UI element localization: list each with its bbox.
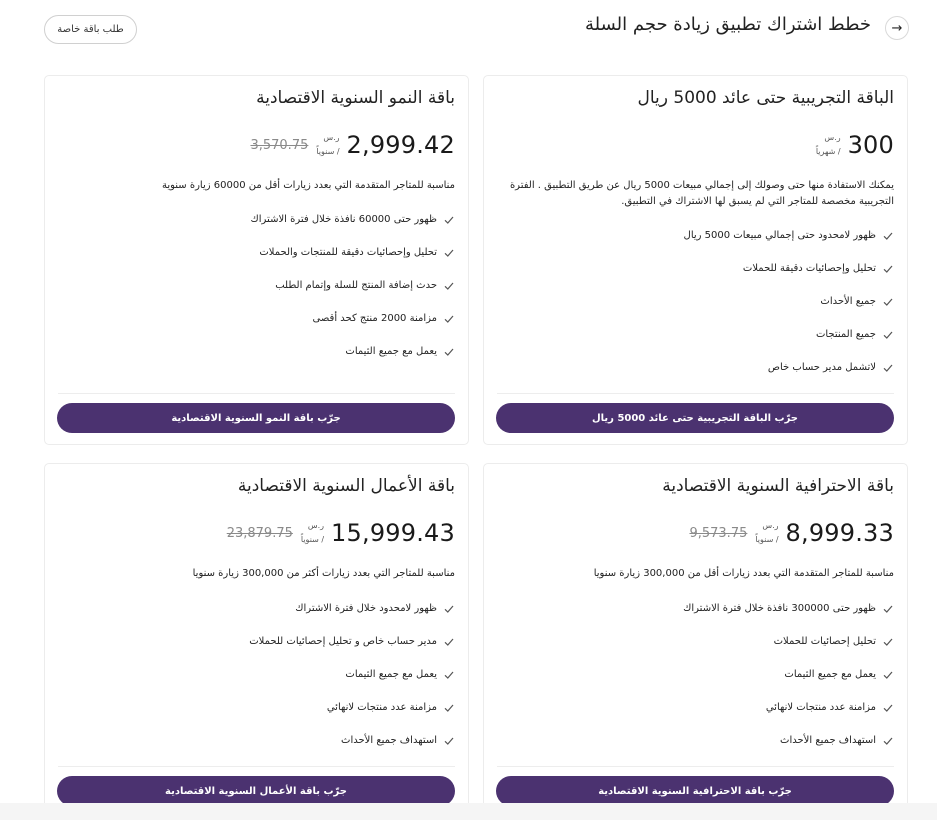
feature-text: جميع المنتجات: [815, 329, 876, 340]
feature-item: [497, 318, 894, 351]
period-label: / شهرياً: [815, 147, 841, 156]
try-plan-button[interactable]: جرّب باقة النمو السنوية الاقتصادية: [57, 403, 455, 433]
plan-price: 8,999.33: [785, 519, 894, 547]
feature-text: يعمل مع جميع الثيمات: [345, 346, 437, 357]
check-icon: [882, 735, 894, 747]
feature-text: استهداف جميع الأحداث: [341, 735, 437, 746]
check-icon: [882, 329, 894, 341]
page-header: [44, 12, 909, 46]
check-icon: [443, 280, 455, 292]
feature-text: جميع الأحداث: [820, 296, 876, 307]
feature-text: تحليل وإحصائيات دقيقة للحملات: [742, 263, 876, 274]
feature-text: مزامنة عدد منتجات لانهائي: [326, 702, 437, 713]
check-icon: [443, 214, 455, 226]
feature-text: حدث إضافة المنتج للسلة وإتمام الطلب: [275, 280, 437, 291]
plan-price: 15,999.43: [331, 519, 455, 547]
feature-text: يعمل مع جميع الثيمات: [345, 669, 437, 680]
check-icon: [882, 230, 894, 242]
feature-item: [497, 252, 894, 285]
divider: [497, 766, 894, 767]
plan-card-business: [44, 463, 469, 803]
check-icon: [882, 702, 894, 714]
plan-description: مناسبة للمتاجر المتقدمة التي بعدد زيارات أقل من 60000 زيارة سنوية: [161, 180, 455, 191]
check-icon: [882, 296, 894, 308]
check-icon: [443, 702, 455, 714]
price-unit: [316, 131, 339, 159]
plan-card-pro: [483, 463, 908, 803]
feature-text: تحليل إحصائيات للحملات: [773, 636, 876, 647]
feature-item: [497, 658, 894, 691]
check-icon: [882, 669, 894, 681]
check-icon: [882, 636, 894, 648]
feature-text: لاتشمل مدير حساب خاص: [767, 362, 876, 373]
price-unit: [755, 519, 778, 547]
feature-item: [58, 691, 455, 724]
period-label: / سنوياً: [300, 535, 325, 544]
page-title: خطط اشتراك تطبيق زيادة حجم السلة: [584, 14, 871, 35]
price-row: [250, 130, 455, 160]
feature-text: مزامنة عدد منتجات لانهائي: [765, 702, 876, 713]
feature-item: [58, 269, 455, 302]
try-plan-button[interactable]: جرّب باقة الأعمال السنوية الاقتصادية: [57, 776, 455, 803]
feature-item: [58, 203, 455, 236]
try-plan-button[interactable]: جرّب باقة الاحترافية السنوية الاقتصادية: [496, 776, 894, 803]
feature-item: [58, 302, 455, 335]
plan-card-growth: [44, 75, 469, 445]
feature-text: يعمل مع جميع الثيمات: [784, 669, 876, 680]
old-price: 9,573.75: [689, 525, 748, 541]
price-unit: [301, 519, 324, 547]
feature-item: [58, 658, 455, 691]
check-icon: [443, 636, 455, 648]
period-label: / سنوياً: [316, 147, 340, 156]
plan-title: باقة الاحترافية السنوية الاقتصادية: [662, 476, 894, 496]
divider: [497, 393, 894, 394]
feature-text: استهداف جميع الأحداث: [780, 735, 876, 746]
check-icon: [443, 735, 455, 747]
feature-item: [497, 592, 894, 625]
old-price: 23,879.75: [226, 525, 293, 541]
feature-text: تحليل وإحصائيات دقيقة للمنتجات والحملات: [259, 247, 437, 258]
feature-item: [497, 724, 894, 757]
price-row: [689, 518, 894, 548]
feature-text: ظهور لامحدود حتى إجمالي مبيعات 5000 ريال: [683, 230, 876, 241]
feature-item: [497, 351, 894, 384]
check-icon: [443, 346, 455, 358]
plan-price: 2,999.42: [346, 131, 455, 159]
feature-text: ظهور حتى 300000 نافذة خلال فترة الاشتراك: [683, 603, 876, 614]
feature-item: [497, 285, 894, 318]
currency-label: ر.س: [307, 521, 325, 530]
plan-description: يمكنك الاستفادة منها حتى وصولك إلى إجمالي مبيعات 5000 ريال عن طريق التطبيق . الفترة التجريبية مخصصة للمتاجر التي لم يسبق لها الاشتراك في التطبيق.: [509, 180, 894, 207]
feature-item: [58, 335, 455, 368]
divider: [58, 766, 455, 767]
check-icon: [443, 313, 455, 325]
price-row: [812, 130, 894, 160]
price-unit: [816, 131, 841, 159]
feature-text: مدير حساب خاص و تحليل إحصائيات للحملات: [249, 636, 437, 647]
currency-label: ر.س: [762, 521, 779, 530]
plan-card-trial: [483, 75, 908, 445]
feature-item: [497, 625, 894, 658]
plan-title: باقة النمو السنوية الاقتصادية: [256, 88, 455, 108]
feature-item: [58, 625, 455, 658]
feature-item: [58, 236, 455, 269]
plan-price: 300: [847, 131, 894, 159]
currency-label: ر.س: [323, 133, 340, 142]
feature-list: [497, 219, 894, 384]
check-icon: [882, 362, 894, 374]
feature-item: [497, 219, 894, 252]
divider: [58, 393, 455, 394]
plan-title: باقة الأعمال السنوية الاقتصادية: [237, 476, 455, 496]
feature-item: [58, 724, 455, 757]
check-icon: [443, 669, 455, 681]
check-icon: [443, 247, 455, 259]
feature-item: [58, 592, 455, 625]
feature-text: مزامنة 2000 منتج كحد أقصى: [312, 313, 437, 324]
check-icon: [882, 603, 894, 615]
feature-list: [58, 203, 455, 368]
feature-item: [497, 691, 894, 724]
plan-title: الباقة التجريبية حتى عائد 5000 ريال: [637, 88, 894, 108]
check-icon: [443, 603, 455, 615]
request-special-plan-button[interactable]: طلب باقة خاصة: [44, 15, 137, 44]
arrow-right-icon[interactable]: →: [885, 16, 909, 40]
old-price: 3,570.75: [250, 137, 309, 153]
plan-description: مناسبة للمتاجر المتقدمة التي بعدد زيارات أقل من 300,000 زيارة سنويا: [593, 568, 894, 579]
feature-text: ظهور حتى 60000 نافذة خلال فترة الاشتراك: [250, 214, 437, 225]
feature-list: [58, 592, 455, 757]
check-icon: [882, 263, 894, 275]
period-label: / سنوياً: [755, 535, 779, 544]
try-plan-button[interactable]: جرّب الباقة التجريبية حتى عائد 5000 ريال: [496, 403, 894, 433]
feature-list: [497, 592, 894, 757]
feature-text: ظهور لامحدود خلال فترة الاشتراك: [295, 603, 437, 614]
price-row: [227, 518, 455, 548]
currency-label: ر.س: [824, 133, 841, 142]
plan-description: مناسبة للمتاجر التي بعدد زيارات أكثر من 300,000 زيارة سنويا: [192, 568, 455, 579]
